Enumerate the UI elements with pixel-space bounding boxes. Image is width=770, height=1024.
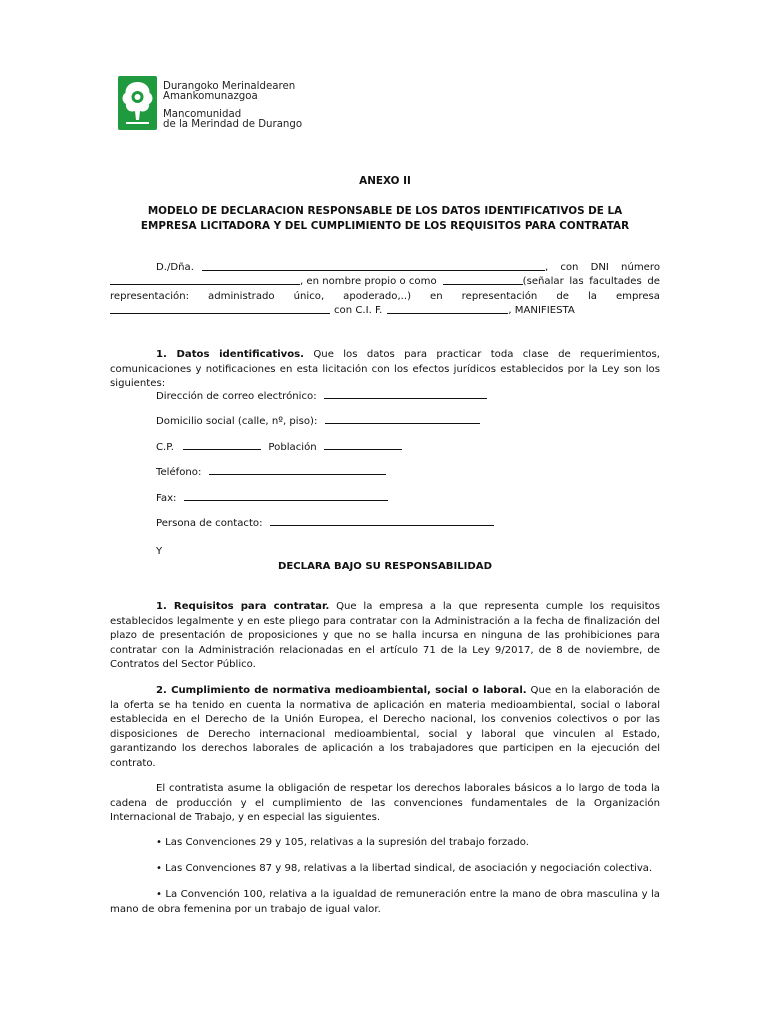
- cp-field[interactable]: [183, 440, 261, 450]
- faculties-blank[interactable]: [443, 275, 523, 285]
- org-name-eu-2: Amankomunazgoa: [163, 91, 258, 103]
- address-row: [156, 414, 480, 430]
- intro-manifiesta: , MANIFIESTA: [508, 305, 575, 316]
- email-row: [156, 389, 487, 405]
- fax-field[interactable]: [184, 491, 388, 501]
- bullet-item: • Las Convenciones 29 y 105, relativas a la supresión del trabajo forzado.: [156, 837, 529, 848]
- bullet-item: • Las Convenciones 87 y 98, relativas a la libertad sindical, de asociación y negociación colectiva.: [156, 863, 653, 874]
- city-label: Población: [268, 442, 317, 453]
- intro-role-label: , en nombre propio o como: [300, 276, 437, 287]
- req1-heading: 1. Requisitos para contratar.: [156, 601, 330, 612]
- requirement-compliance: [110, 684, 660, 772]
- annex-title: ANEXO II: [359, 175, 411, 187]
- org-name-eu-1: Durangoko Merinaldearen: [163, 81, 296, 92]
- cp-label: C.P.: [156, 442, 174, 453]
- phone-row: [156, 465, 386, 481]
- fax-row: [156, 491, 388, 507]
- name-blank[interactable]: [202, 261, 545, 271]
- org-name-es-1: Mancomunidad: [163, 108, 242, 120]
- intro-faculties-label: (señalar las facultades de: [522, 276, 660, 287]
- organization-name: [163, 82, 302, 131]
- contact-label: Persona de contacto:: [156, 518, 263, 529]
- and-word: Y: [156, 546, 163, 557]
- req2-text: Que en la elaboración de la oferta se ha tenido en cuenta la normativa de aplicación en materia medioambiental, social o laboral establecida en el Derecho de la Unión Europea, el Derecho nacional, los convenios colectivos o por las disposiciones de Derecho internacional medioambiental, social y laboral que vinculen al Estado, garantizando los derechos laborales de aplicación a los trabajadores que participen en la ejecución del contrato.: [110, 685, 660, 769]
- email-label: Dirección de correo electrónico:: [156, 391, 317, 402]
- bullet-item: • La Convención 100, relativa a la igualdad de remuneración entre la mano de obra masculina y la mano de obra femenina por un trabajo de igual valor.: [110, 889, 660, 915]
- cif-blank[interactable]: [387, 304, 508, 314]
- address-field[interactable]: [325, 414, 480, 424]
- city-field[interactable]: [324, 440, 402, 450]
- section-identification: [110, 348, 660, 392]
- fax-label: Fax:: [156, 493, 177, 504]
- org-name-es-2: de la Merindad de Durango: [163, 119, 303, 131]
- intro-dni-label: , con DNI número: [544, 262, 660, 273]
- cp-row: [156, 440, 402, 456]
- section1-text: Que los datos para practicar toda clase de requerimientos, comunicaciones y notificaciones en esta licitación con los efectos jurídicos establecidos por la Ley son los siguientes:: [110, 349, 661, 390]
- document-title: MODELO DE DECLARACION RESPONSABLE DE LOS DATOS IDENTIFICATIVOS DE LA EMPRESA LICITADORA Y DEL CUMPLIMIENTO DE LOS REQUISITOS PARA CONTRATAR: [140, 205, 630, 232]
- tree-icon: [118, 76, 157, 130]
- phone-field[interactable]: [209, 465, 386, 475]
- dni-blank[interactable]: [110, 275, 300, 285]
- intro-line-4: [110, 304, 660, 319]
- req1-text: Que la empresa a la que representa cumple los requisitos establecidos legalmente y en este pliego para contratar con la Administración a la fecha de finalización del plazo de presentación de proposiciones y que no se halla incursa en ninguna de las prohibiciones para contratar con la Administración relacionadas en el artículo 71 de la Ley 9/2017, de 8 de noviembre, de Contratos del Sector Público.: [110, 601, 660, 671]
- company-blank[interactable]: [110, 304, 330, 314]
- intro-name-label: D./Dña.: [156, 262, 194, 273]
- req2-heading: 2. Cumplimiento de normativa medioambiental, social o laboral.: [156, 685, 527, 696]
- address-label: Domicilio social (calle, nº, piso):: [156, 416, 318, 427]
- email-field[interactable]: [324, 389, 487, 399]
- requirement-contract: [110, 600, 660, 673]
- mancomunidad-logo: [118, 76, 157, 130]
- declaration-heading: DECLARA BAJO SU RESPONSABILIDAD: [277, 561, 492, 572]
- section1-heading: 1. Datos identificativos.: [156, 349, 305, 360]
- contact-field[interactable]: [270, 516, 494, 526]
- intro-line-3: representación: administrado único, apoderado,..) en representación de la empresa: [110, 291, 660, 302]
- intro-cif-label: con C.I. F.: [334, 305, 383, 316]
- phone-label: Teléfono:: [156, 467, 202, 478]
- obligation-paragraph: El contratista asume la obligación de respetar los derechos laborales básicos a lo largo de toda la cadena de producción y el cumplimiento de las convenciones fundamentales de la Organización Internacional de Trabajo, y en especial las siguientes.: [110, 783, 660, 824]
- intro-line-2: [110, 275, 660, 290]
- contact-row: [156, 516, 494, 532]
- intro-line-1: [156, 261, 660, 276]
